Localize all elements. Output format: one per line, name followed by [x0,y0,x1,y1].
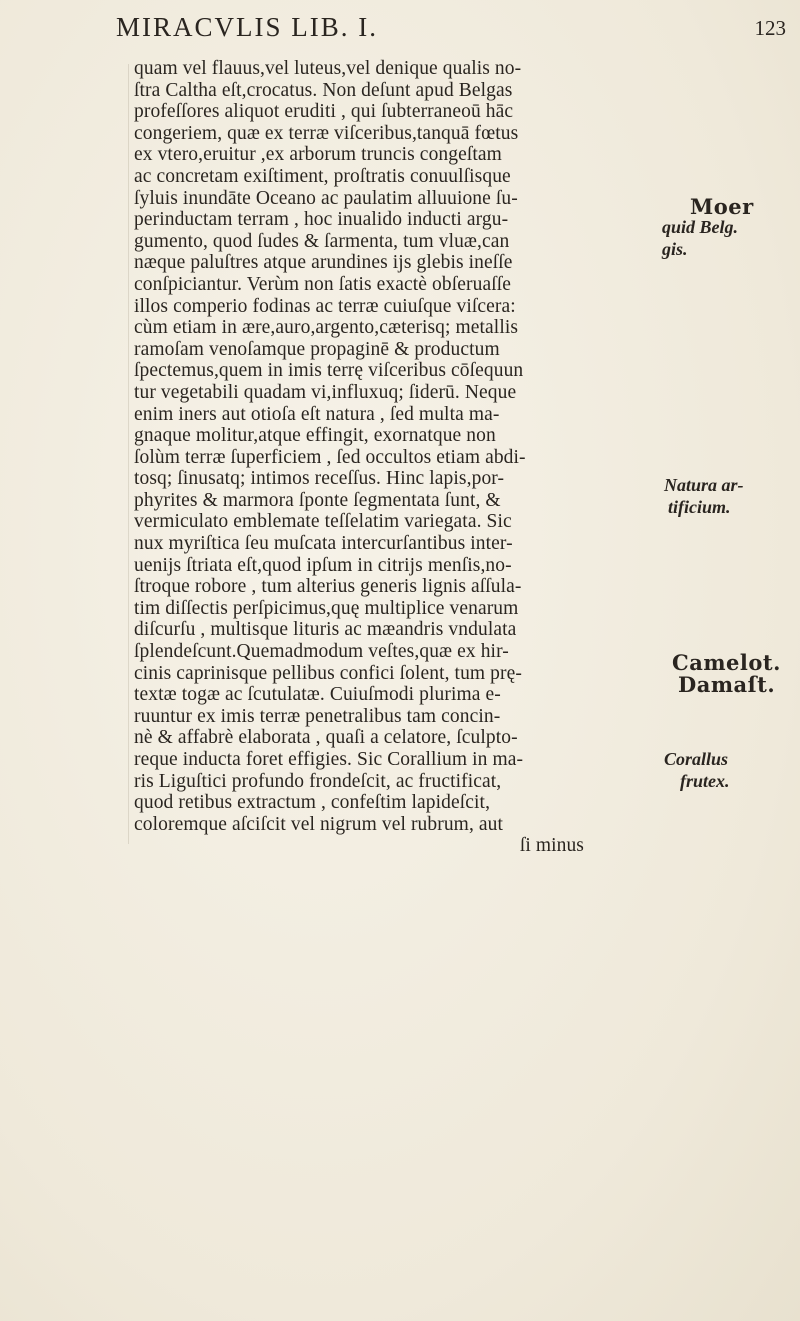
text-line: næque paluſtres atque arundines ijs glebis ineſſe [134,252,513,274]
margin-note-damast: Damaſt. [678,672,776,697]
body-text [134,58,654,857]
margin-note-natura-1: Natura ar- [664,475,744,495]
margin-note-corallus: Corallus [664,749,729,769]
text-line: enim iners aut otioſa eſt natura , ſed multa ma- [134,403,500,425]
text-line: tosq; ſinusatq; intimos receſſus. Hinc lapis,por- [134,468,505,490]
page-number: 123 [754,16,786,40]
running-head: MIRACVLIS LIB. I. [116,12,378,42]
text-line: ris Liguſtici profundo frondeſcit, ac fructificat, [134,770,502,792]
text-line: reque inducta foret effigies. Sic Corallium in ma- [134,749,524,770]
text-line: ſtra Caltha eſt,crocatus. Non deſunt apud Belgas [134,79,513,101]
text-line: ſplendeſcunt.Quemadmodum veſtes,quæ ex hir- [134,641,509,663]
text-line: ramoſam venoſamque propaginē & productum [134,338,500,360]
margin-note-natura-2: tificium. [668,497,731,517]
text-line: gnaque molitur,atque effingit, exornatque non [134,425,496,447]
text-line: ſolùm terræ ſuperficiem , ſed occultos etiam abdi- [134,446,526,468]
text-line: quam vel flauus,vel luteus,vel denique qualis no- [134,58,522,79]
text-line: uenijs ſtriata eſt,quod ipſum in citrijs menſis,no- [134,554,512,576]
text-line: gumento, quod ſudes & ſarmenta, tum vluæ,can [134,230,510,252]
text-line: ac concretam exiſtiment, proſtratis conuulſisque [134,165,511,187]
text-line: nux myriſtica ſeu muſcata intercurſantibus inter- [134,533,513,555]
text-line: vermiculato emblemate teſſelatim variegata. Sic [134,511,512,533]
text-line: tur vegetabili quadam vi,influxuq; ſiderū. Neque [134,381,517,403]
text-line: ſtroque robore , tum alterius generis lignis aſſula- [134,576,522,598]
text-line: illos comperio fodinas ac terræ cuiuſque viſcera: [134,295,516,317]
text-line: perinductam terram , hoc inualido inducti argu- [134,209,509,231]
page-header [110,12,800,52]
text-line: congeriem, quæ ex terræ viſceribus,tanquā fœtus [134,122,519,144]
text-line: ſyluis inundāte Oceano ac paulatim alluuione ſu- [134,187,518,209]
margin-note-camelot: Camelot. [672,650,781,675]
text-line: ruuntur ex imis terræ penetralibus tam concin- [134,705,501,727]
text-line: profeſſores aliquot eruditi , qui ſubterraneoū hāc [134,101,514,123]
margin-note-quid-belg: quid Belg. [662,217,739,237]
text-line: nè & affabrè elaborata , quaſi a celatore, ſculpto- [134,727,518,749]
text-line: ſpectemus,quem in imis terrę viſceribus cōſequun [134,360,524,382]
text-line: coloremque aſciſcit vel nigrum vel rubrum, aut [134,813,504,835]
catchword-line: ſi minus [519,835,584,857]
text-line: quod retibus extractum , confeſtim lapideſcit, [134,792,491,814]
text-line: cinis caprinisque pellibus confici ſolent, tum prę- [134,662,522,684]
margin-note-frutex: frutex. [680,771,730,791]
text-line: diſcurſu , multisque lituris ac mæandris vndulata [134,619,517,641]
text-line: textæ togæ ac ſcutulatæ. Cuiuſmodi plurima e- [134,684,501,706]
page-gutter-shadow [128,64,129,844]
text-line: ex vtero,eruitur ,ex arborum truncis congeſtam [134,144,502,166]
text-line: cùm etiam in ære,auro,argento,cæterisq; metallis [134,317,519,339]
margin-note-gis: gis. [662,239,688,259]
text-line: conſpiciantur. Verùm non ſatis exactè obſeruaſſe [134,273,511,295]
margin-note-moer: Moer [690,194,754,219]
text-line: phyrites & marmora ſponte ſegmentata ſunt, & [134,489,501,511]
text-line: tim diſſectis perſpicimus,quę multiplice venarum [134,597,519,619]
